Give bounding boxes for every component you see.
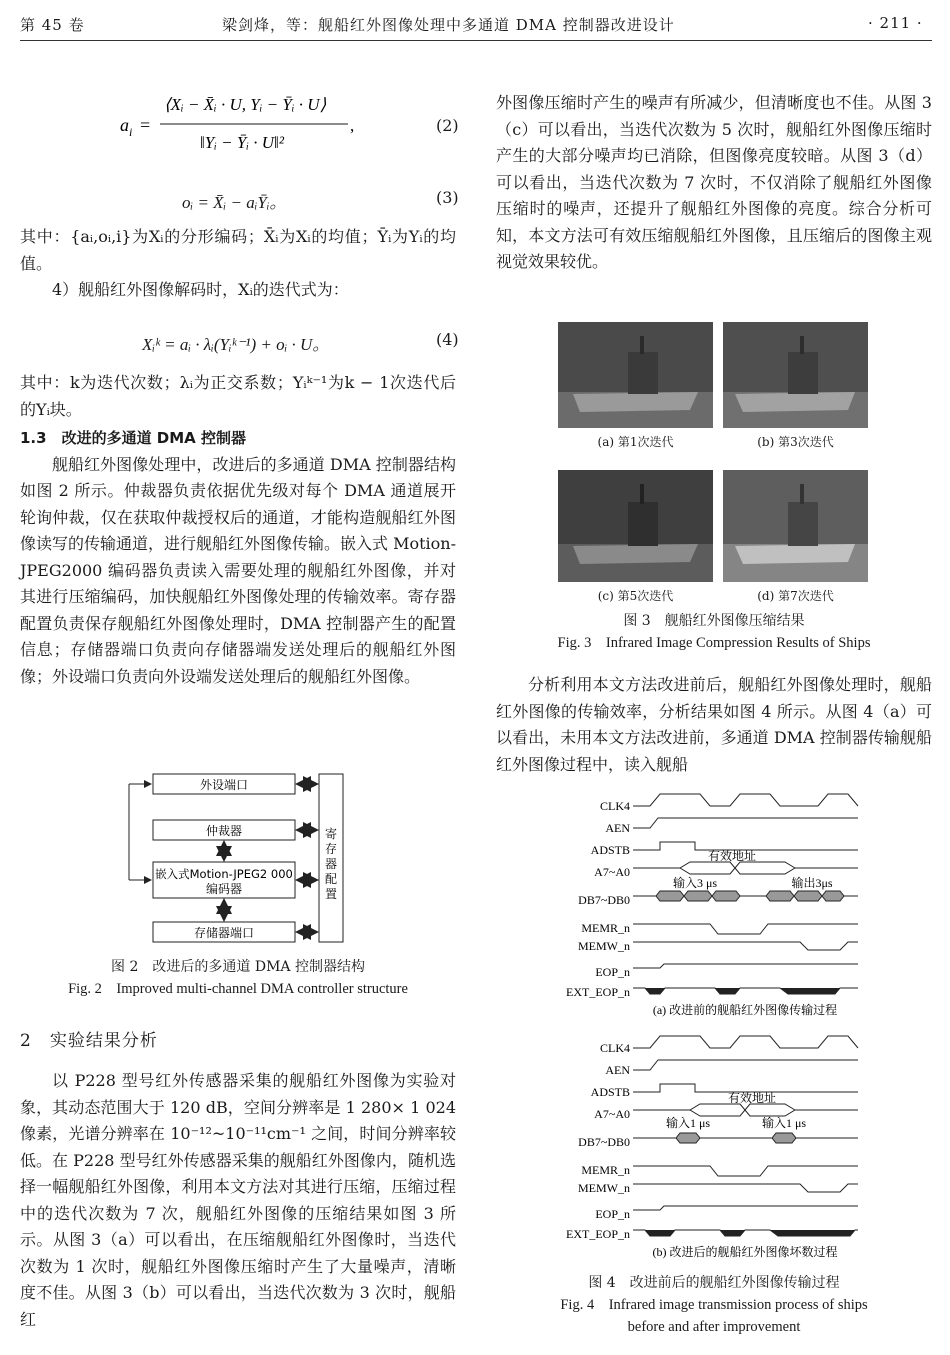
paragraph: 其中：k为迭代次数；λᵢ为正交系数；Yᵢᵏ⁻¹为k − 1次迭代后的Yᵢ块。 bbox=[20, 373, 456, 419]
fig4b-valid-address: 有效地址 bbox=[727, 1091, 777, 1105]
svg-text:,: , bbox=[350, 116, 355, 135]
figure-4-caption-en-1: Fig. 4 Infrared image transmission process of ships bbox=[560, 1297, 868, 1313]
left-text-block-1 bbox=[20, 224, 456, 304]
fig3-sublabel-a: (a) 第1次迭代 bbox=[597, 435, 674, 449]
equation-3-number: (3) bbox=[436, 188, 459, 207]
svg-text:i: i bbox=[129, 125, 133, 139]
figure-3-caption-en: Fig. 3 Infrared Image Compression Results of Ships bbox=[557, 635, 871, 651]
figure-2-caption bbox=[20, 956, 456, 1000]
paragraph: 其中：{aᵢ,oᵢ,i}为Xᵢ的分形编码；X̄ᵢ为Xᵢ的均值；Ȳᵢ为Yᵢ的均值。 bbox=[20, 227, 456, 273]
page-number: · 211 · bbox=[868, 14, 923, 32]
fig3-sublabel-c: (c) 第5次迭代 bbox=[597, 589, 674, 603]
arbiter-label: 仲裁器 bbox=[205, 824, 243, 838]
volume-label: 第 45 卷 bbox=[20, 16, 85, 34]
right-text-block-2 bbox=[496, 672, 932, 778]
ship-image-iter7 bbox=[723, 470, 868, 582]
svg-text:‖Yᵢ − Ȳᵢ · U‖²: ‖Yᵢ − Ȳᵢ · U‖² bbox=[200, 133, 284, 152]
signal-label: EXT_EOP_n bbox=[566, 1227, 630, 1241]
figure-4-caption-en-2: before and after improvement bbox=[627, 1319, 801, 1335]
figure-4-caption-cn: 图 4 改进前后的舰船红外图像传输过程 bbox=[588, 1275, 840, 1291]
equation-3: oᵢ = X̄ᵢ − aᵢȲᵢ。 bbox=[182, 193, 287, 212]
signal-label: CLK4 bbox=[600, 1041, 630, 1055]
svg-text:⟨Xᵢ − X̄ᵢ · U, Yᵢ − Ȳᵢ · U⟩: ⟨Xᵢ − X̄ᵢ · U, Yᵢ − Ȳᵢ · U⟩ bbox=[164, 95, 327, 114]
memory-port-label: 存储器端口 bbox=[193, 926, 255, 940]
fig4b-input-label-1: 输入1 μs bbox=[665, 1116, 711, 1130]
svg-text:a: a bbox=[120, 115, 129, 135]
signal-label: AEN bbox=[605, 1063, 630, 1077]
paragraph: 4）舰船红外图像解码时，Xᵢ的迭代式为： bbox=[52, 280, 349, 299]
signal-label: ADSTB bbox=[590, 843, 630, 857]
figure-4-caption bbox=[496, 1272, 932, 1338]
fig4b-subcaption: (b) 改进后的舰船红外图像坏数过程 bbox=[652, 1245, 838, 1259]
svg-text:=: = bbox=[140, 115, 151, 135]
ship-image-iter3 bbox=[723, 322, 868, 428]
equation-2 bbox=[120, 88, 360, 158]
paragraph: 分析利用本文方法改进前后，舰船红外图像处理时，舰船红外图像的传输效率，分析结果如图 4 所示。从图 4（a）可以看出，未用本文方法改进前，多通道 DMA 控制器传输舰船红外图像过程中，读入舰船 bbox=[496, 675, 932, 774]
figure-3-caption-cn: 图 3 舰船红外图像压缩结果 bbox=[623, 613, 805, 629]
signal-label: MEMW_n bbox=[578, 1181, 630, 1195]
figure-2-diagram bbox=[125, 770, 355, 950]
paragraph: 以 P228 型号红外传感器采集的舰船红外图像为实验对象，其动态范围大于 120 dB，空间分辨率是 1 280× 1 024 像素，光谱分辨率在 10⁻¹²~10⁻¹¹cm⁻¹ 之间，时间分辨率较低。在 P228 型号红外传感器采集的舰船红外图像内，随机选择一幅舰船红外图像，利用本文方法对其进行压缩，压缩过程中的迭代次数为 7 次，舰船红外图像的压缩结果如图 3 所示。从图 3（a）可以看出，在压缩舰船红外图像时，当迭代次数为 1 次时，舰船红外图像压缩时产生了大量噪声，清晰度不佳。从图 3（b）可以看出，当迭代次数为 3 次时，舰船红 bbox=[20, 1071, 456, 1329]
running-title: 梁剑烽，等：舰船红外图像处理中多通道 DMA 控制器改进设计 bbox=[222, 16, 675, 34]
equation-4: Xᵢᵏ = aᵢ · λᵢ(Yᵢᵏ⁻¹) + oᵢ · U。 bbox=[142, 335, 330, 354]
equation-4-number: (4) bbox=[436, 330, 459, 349]
fig4b-input-label-2: 输入1 μs bbox=[761, 1116, 807, 1130]
signal-label: CLK4 bbox=[600, 799, 630, 813]
fig4a-subcaption: (a) 改进前的舰船红外图像传输过程 bbox=[652, 1003, 838, 1017]
signal-label: EXT_EOP_n bbox=[566, 985, 630, 999]
signal-label: DB7~DB0 bbox=[578, 1135, 630, 1149]
fig4a-valid-address: 有效地址 bbox=[707, 849, 757, 863]
clk4-wave bbox=[633, 794, 858, 806]
encoder-label-2: 编码器 bbox=[205, 882, 243, 896]
signal-label: A7~A0 bbox=[594, 1107, 630, 1121]
section-heading-1-3: 1.3 改进的多通道 DMA 控制器 bbox=[20, 429, 247, 447]
figure-3-caption bbox=[496, 610, 932, 654]
signal-label: EOP_n bbox=[595, 965, 630, 979]
figure-2-caption-en: Fig. 2 Improved multi-channel DMA controller structure bbox=[68, 981, 408, 997]
register-config-label: 寄存器配置 bbox=[324, 827, 338, 901]
left-text-block-3 bbox=[20, 1068, 456, 1333]
paragraph: 舰船红外图像处理中，改进后的多通道 DMA 控制器结构如图 2 所示。仲裁器负责依据优先级对每个 DMA 通道展开轮询仲裁，仅在获取仲裁授权后的通道，才能构造舰船红外图像读写的传输通道，进行舰船红外图像传输。嵌入式 Motion-JPEG2000 编码器负责读入需要处理的舰船红外图像，并对其进行压缩编码，加快舰船红外图像处理的传输效率。寄存器配置负责保存舰船红外图像处理时，DMA 控制器产生的配置信息；存储器端口负责向存储器端发送处理后的舰船红外图像；外设端口负责向外设端发送处理后的舰船红外图像。 bbox=[20, 454, 456, 686]
figure-2-caption-cn: 图 2 改进后的多通道 DMA 控制器结构 bbox=[111, 959, 365, 975]
left-text-block-2 bbox=[20, 370, 456, 690]
encoder-label-1: 嵌入式Motion-JPEG2 000 bbox=[155, 867, 293, 881]
signal-label: MEMW_n bbox=[578, 939, 630, 953]
section-heading-2: 2 实验结果分析 bbox=[20, 1031, 158, 1051]
signal-label: AEN bbox=[605, 821, 630, 835]
signal-label: ADSTB bbox=[590, 1085, 630, 1099]
equation-2-number: (2) bbox=[436, 116, 459, 135]
aen-wave bbox=[633, 818, 858, 828]
peripheral-port-label: 外设端口 bbox=[199, 778, 249, 792]
fig4a-output-label: 输出3μs bbox=[791, 876, 833, 890]
figure-4a-timing-diagram bbox=[560, 792, 870, 1022]
fig3-sublabel-b: (b) 第3次迭代 bbox=[757, 435, 834, 449]
paragraph: 外图像压缩时产生的噪声有所减少，但清晰度也不佳。从图 3（c）可以看出，当迭代次数为 5 次时，舰船红外图像压缩时产生的大部分噪声均已消除，但图像亮度较暗。从图 3（d）可以看出，当迭代次数为 7 次时，不仅消除了舰船红外图像压缩时的噪声，还提升了舰船红外图像的亮度。综合分析可知，本文方法可有效压缩舰船红外图像，且压缩后的图像主观视觉效果较优。 bbox=[496, 93, 932, 271]
fig4a-input-label: 输入3 μs bbox=[672, 876, 718, 890]
fig3-sublabel-d: (d) 第7次迭代 bbox=[757, 589, 834, 603]
signal-label: DB7~DB0 bbox=[578, 893, 630, 907]
signal-label: EOP_n bbox=[595, 1207, 630, 1221]
ship-image-iter1 bbox=[558, 322, 713, 428]
right-text-block-1 bbox=[496, 90, 932, 276]
signal-label: MEMR_n bbox=[581, 921, 630, 935]
header-rule bbox=[20, 40, 932, 41]
ship-image-iter5 bbox=[558, 470, 713, 582]
figure-4b-timing-diagram bbox=[560, 1034, 870, 1264]
signal-label: A7~A0 bbox=[594, 865, 630, 879]
signal-label: MEMR_n bbox=[581, 1163, 630, 1177]
